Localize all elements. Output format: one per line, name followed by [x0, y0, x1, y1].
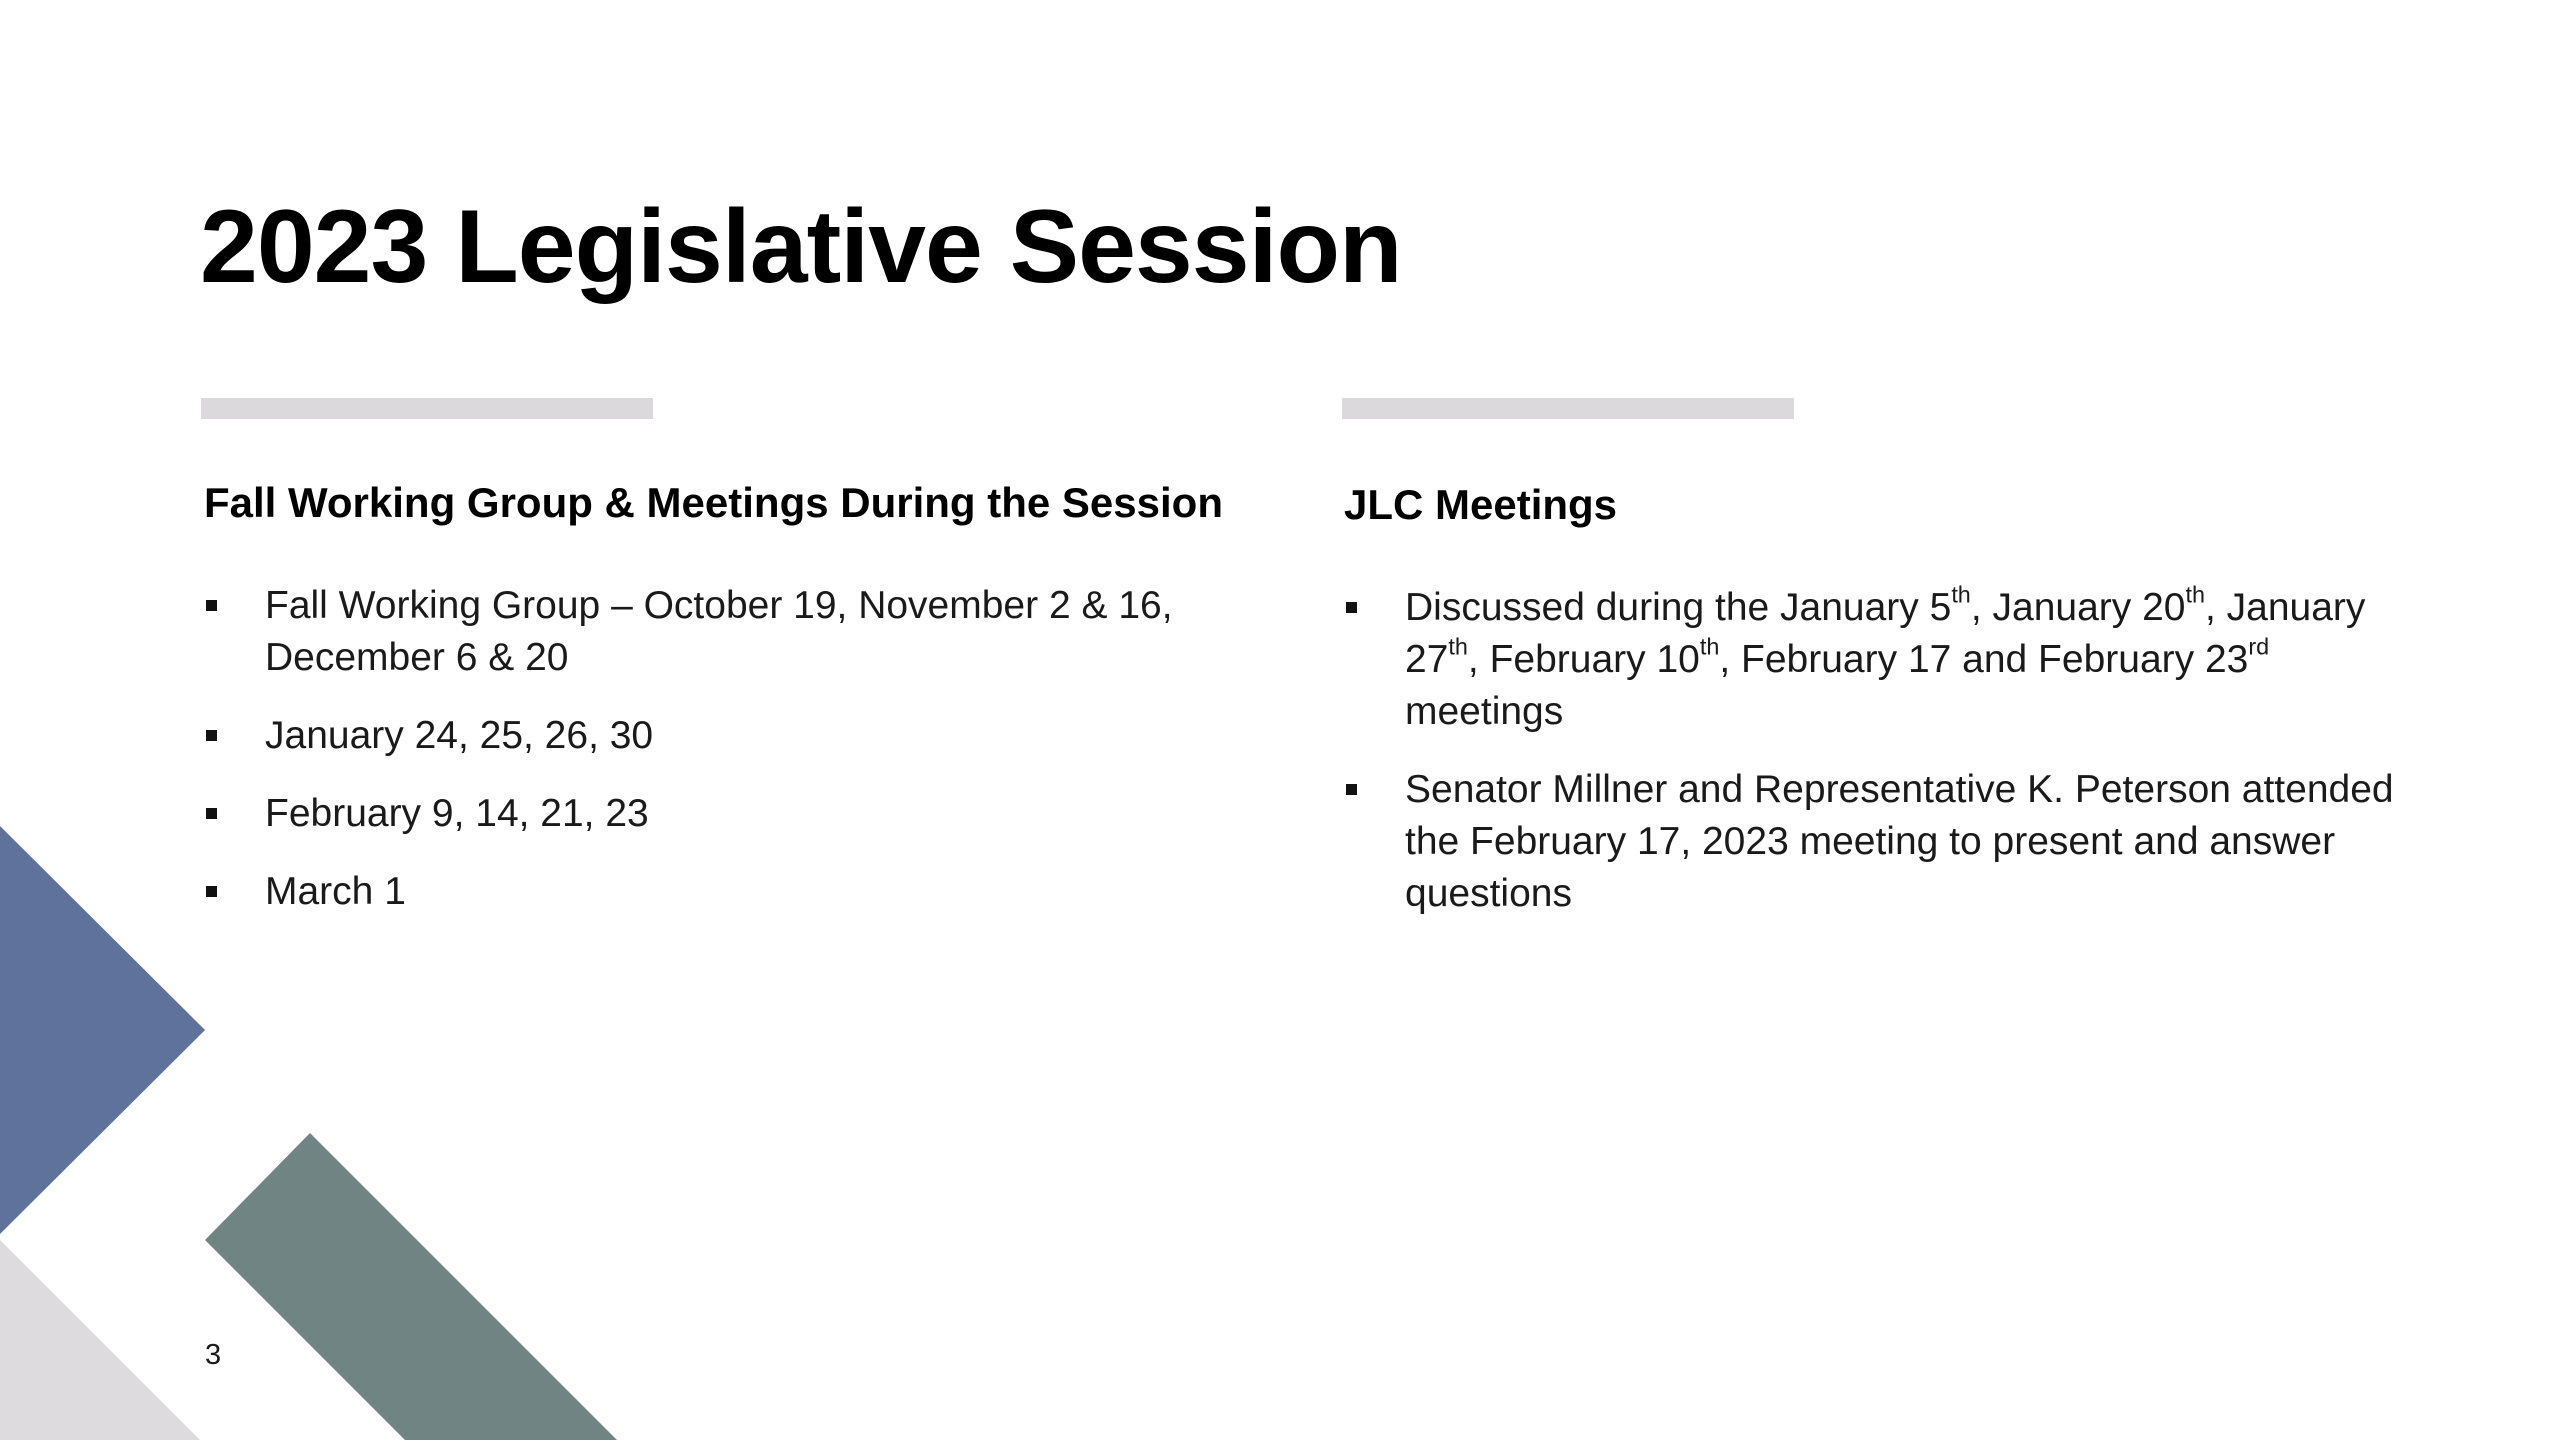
list-item [204, 710, 1254, 762]
text-segment: , February 10 [1467, 638, 1700, 682]
text-segment: , January 27 [1405, 586, 2366, 682]
list-item-text: January 24, 25, 26, 30 [265, 714, 654, 758]
text-segment: , February 17 and February 23 [1719, 638, 2249, 682]
list-item-text: Fall Working Group – October 19, November 2 & 16, December 6 & 20 [265, 584, 1173, 680]
bullet-square-icon [206, 730, 217, 741]
decorative-green-band [205, 1133, 625, 1440]
bullet-square-icon [1346, 784, 1357, 795]
list-item [204, 788, 1254, 840]
list-item [1344, 764, 2394, 920]
list-item [204, 580, 1254, 684]
ordinal-suffix: rd [2248, 633, 2270, 660]
right-bullet-list [1344, 582, 2394, 920]
bullet-square-icon [206, 808, 217, 819]
list-item-text: Senator Millner and Representative K. Peterson attended the February 17, 2023 meeting to present and answer questions [1405, 768, 2394, 916]
list-item-text: March 1 [265, 870, 406, 914]
list-item-text: February 9, 14, 21, 23 [265, 792, 649, 836]
text-segment: Discussed during the January 5 [1405, 586, 1952, 630]
decorative-gray-triangle [0, 1240, 200, 1440]
decorative-blue-triangle [0, 826, 205, 1234]
list-item [204, 866, 1254, 918]
right-column-heading: JLC Meetings [1344, 481, 1618, 528]
bullet-square-icon [1346, 602, 1357, 613]
list-item [1344, 582, 2394, 738]
ordinal-suffix: th [1448, 633, 1468, 660]
ordinal-suffix: th [1699, 633, 1720, 660]
left-accent-bar [201, 398, 653, 419]
right-accent-bar [1342, 398, 1794, 419]
bullet-square-icon [206, 886, 217, 897]
page-number: 3 [205, 1339, 222, 1371]
ordinal-suffix: th [1951, 581, 1971, 608]
right-column [1344, 478, 2394, 946]
left-bullet-list [204, 580, 1254, 918]
left-column-heading: Fall Working Group & Meetings During the Session [204, 479, 1223, 526]
text-segment: , January 20 [1970, 586, 2186, 630]
left-column [204, 478, 1254, 944]
bullet-square-icon [206, 600, 217, 611]
text-segment: meetings [1405, 690, 1564, 734]
list-item-text [1405, 581, 2366, 734]
slide-title: 2023 Legislative Session [200, 189, 1402, 305]
ordinal-suffix: th [2185, 581, 2205, 608]
